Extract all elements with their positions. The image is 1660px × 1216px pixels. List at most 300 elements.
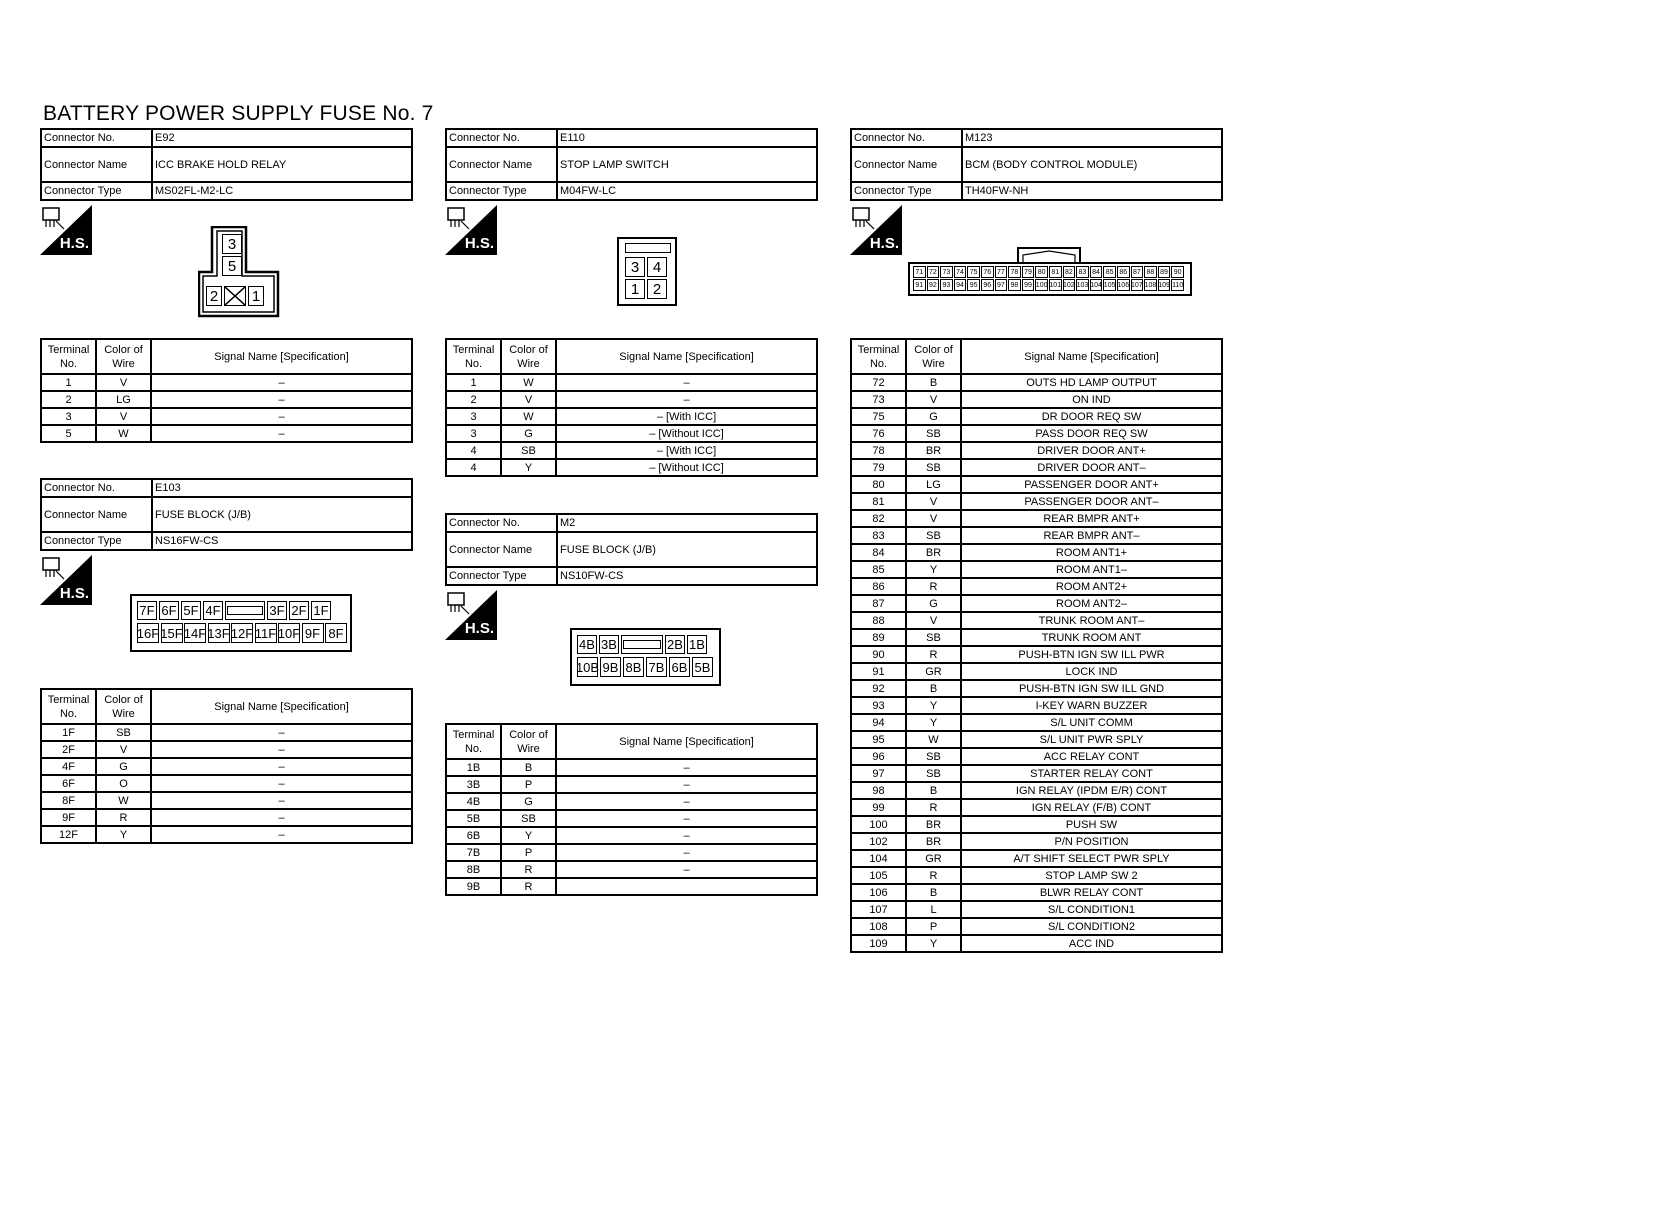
terminal-pin: 79 <box>1022 266 1035 278</box>
connector-name-label: Connector Name <box>41 147 152 182</box>
terminal-no-cell: 80 <box>851 476 906 493</box>
table-row <box>851 816 1222 833</box>
connector-block <box>40 478 413 551</box>
terminal-pin: 1 <box>248 286 264 306</box>
terminal-pin: 88 <box>1144 266 1157 278</box>
wire-color-cell: SB <box>906 748 961 765</box>
signal-name-cell: PUSH SW <box>961 816 1222 833</box>
wire-color-cell: BR <box>906 833 961 850</box>
signal-name-cell: – <box>556 844 817 861</box>
table-row <box>41 425 412 442</box>
terminal-no-cell: 1F <box>41 724 96 741</box>
wire-color-cell: B <box>906 782 961 799</box>
terminal-pin: 86 <box>1117 266 1130 278</box>
terminal-no-header: Terminal No. <box>446 339 501 374</box>
terminal-pin: 105 <box>1103 279 1116 291</box>
latch <box>1017 247 1081 264</box>
terminal-pin: 98 <box>1008 279 1021 291</box>
terminal-no-cell: 2 <box>446 391 501 408</box>
table-row <box>41 374 412 391</box>
terminal-pin: 103 <box>1076 279 1089 291</box>
terminal-no-cell: 106 <box>851 884 906 901</box>
terminal-no-cell: 83 <box>851 527 906 544</box>
terminal-no-cell: 4F <box>41 758 96 775</box>
signal-name-cell: S/L CONDITION2 <box>961 918 1222 935</box>
terminal-pin: 12F <box>231 623 253 643</box>
signal-name-cell: ROOM ANT2– <box>961 595 1222 612</box>
terminal-block <box>445 723 818 896</box>
table-row <box>851 765 1222 782</box>
signal-name-cell: – <box>556 827 817 844</box>
terminal-pin: 7B <box>646 657 667 677</box>
terminal-pin <box>225 601 265 620</box>
wire-color-cell: B <box>906 680 961 697</box>
signal-name-cell: – <box>556 391 817 408</box>
terminal-pin: 9F <box>302 623 324 643</box>
connector-no-label: Connector No. <box>41 129 152 147</box>
terminal-table <box>850 338 1223 953</box>
connector-info-table <box>40 128 413 201</box>
terminal-pin: 75 <box>967 266 980 278</box>
connector-face-m123 <box>908 262 1192 296</box>
terminal-pin: 3B <box>599 635 619 654</box>
signal-name-cell: – <box>556 776 817 793</box>
hs-label: H.S. <box>59 235 89 252</box>
wire-color-cell: Y <box>906 935 961 952</box>
terminal-no-cell: 97 <box>851 765 906 782</box>
connector-type-label: Connector Type <box>446 567 557 585</box>
wire-color-cell: SB <box>906 425 961 442</box>
table-row <box>851 493 1222 510</box>
signal-name-cell: ACC IND <box>961 935 1222 952</box>
wire-color-cell: LG <box>906 476 961 493</box>
terminal-no-cell: 6B <box>446 827 501 844</box>
signal-name-cell: TRUNK ROOM ANT <box>961 629 1222 646</box>
signal-name-cell: PUSH-BTN IGN SW ILL GND <box>961 680 1222 697</box>
color-of-wire-header: Color of Wire <box>96 339 151 374</box>
terminal-pin: 6B <box>669 657 690 677</box>
terminal-pin: 16F <box>137 623 159 643</box>
terminal-no-cell: 75 <box>851 408 906 425</box>
terminal-block <box>445 338 818 477</box>
terminal-no-header: Terminal No. <box>41 689 96 724</box>
terminal-pin: 93 <box>940 279 953 291</box>
connector-block <box>445 513 818 586</box>
latch <box>625 243 671 253</box>
table-row <box>446 408 817 425</box>
table-row <box>41 741 412 758</box>
signal-name-header: Signal Name [Specification] <box>151 689 412 724</box>
signal-name-cell: – <box>556 759 817 776</box>
color-of-wire-header: Color of Wire <box>501 724 556 759</box>
terminal-no-cell: 6F <box>41 775 96 792</box>
signal-name-cell: PASSENGER DOOR ANT– <box>961 493 1222 510</box>
terminal-no-cell: 86 <box>851 578 906 595</box>
terminal-no-header: Terminal No. <box>41 339 96 374</box>
table-row <box>446 793 817 810</box>
table-row <box>41 792 412 809</box>
wire-color-cell: V <box>906 612 961 629</box>
wire-color-cell: P <box>501 844 556 861</box>
terminal-pin: 3 <box>222 234 242 254</box>
terminal-pin: 104 <box>1090 279 1103 291</box>
terminal-table <box>445 723 818 896</box>
table-row <box>851 799 1222 816</box>
wire-color-cell: Y <box>96 826 151 843</box>
connector-type-value: M04FW-LC <box>557 182 817 200</box>
signal-name-cell: – <box>556 374 817 391</box>
terminal-no-cell: 105 <box>851 867 906 884</box>
wire-color-cell: SB <box>501 810 556 827</box>
terminal-no-cell: 88 <box>851 612 906 629</box>
signal-name-cell: STARTER RELAY CONT <box>961 765 1222 782</box>
terminal-pin: 2 <box>206 286 222 306</box>
terminal-no-cell: 82 <box>851 510 906 527</box>
connector-name-label: Connector Name <box>41 497 152 532</box>
connector-no-label: Connector No. <box>41 479 152 497</box>
table-row <box>851 680 1222 697</box>
signal-name-cell: – <box>151 758 412 775</box>
terminal-no-header: Terminal No. <box>446 724 501 759</box>
terminal-pin: 95 <box>967 279 980 291</box>
terminal-block <box>40 688 413 844</box>
terminal-no-cell: 72 <box>851 374 906 391</box>
terminal-pin <box>621 635 663 654</box>
table-row <box>446 844 817 861</box>
terminal-pin: 109 <box>1158 279 1171 291</box>
signal-name-cell: – <box>151 425 412 442</box>
terminal-pin: 77 <box>995 266 1008 278</box>
table-row <box>446 878 817 895</box>
connector-name-label: Connector Name <box>851 147 962 182</box>
terminal-no-cell: 104 <box>851 850 906 867</box>
terminal-no-cell: 98 <box>851 782 906 799</box>
signal-name-cell: – <box>151 826 412 843</box>
terminal-no-cell: 8B <box>446 861 501 878</box>
terminal-pin: 5 <box>222 256 242 276</box>
signal-name-cell: – <box>556 861 817 878</box>
hs-label: H.S. <box>464 235 494 252</box>
wire-color-cell: SB <box>906 629 961 646</box>
harness-side-icon <box>850 205 902 255</box>
terminal-block <box>40 338 413 443</box>
wire-color-cell: BR <box>906 544 961 561</box>
connector-no-value: M2 <box>557 514 817 532</box>
signal-name-cell: STOP LAMP SW 2 <box>961 867 1222 884</box>
terminal-pin: 2F <box>289 601 309 620</box>
table-row <box>446 827 817 844</box>
signal-name-cell: – <box>556 793 817 810</box>
wire-color-cell: R <box>906 646 961 663</box>
wire-color-cell: V <box>501 391 556 408</box>
terminal-no-cell: 102 <box>851 833 906 850</box>
table-row <box>41 408 412 425</box>
signal-name-cell: – [Without ICC] <box>556 425 817 442</box>
terminal-no-cell: 8F <box>41 792 96 809</box>
connector-type-label: Connector Type <box>851 182 962 200</box>
hs-label: H.S. <box>869 235 899 252</box>
table-row <box>851 833 1222 850</box>
table-row <box>851 697 1222 714</box>
connector-name-value: ICC BRAKE HOLD RELAY <box>152 147 412 182</box>
terminal-no-cell: 2 <box>41 391 96 408</box>
terminal-no-cell: 99 <box>851 799 906 816</box>
connector-name-value: FUSE BLOCK (J/B) <box>557 532 817 567</box>
terminal-pin: 4B <box>577 635 597 654</box>
terminal-no-cell: 2F <box>41 741 96 758</box>
terminal-pin: 3 <box>625 257 645 277</box>
signal-name-cell: – <box>151 792 412 809</box>
connector-info-table <box>445 128 818 201</box>
terminal-pin: 5B <box>692 657 713 677</box>
table-row <box>41 391 412 408</box>
connector-type-value: MS02FL-M2-LC <box>152 182 412 200</box>
signal-name-cell: – <box>151 391 412 408</box>
table-row <box>851 918 1222 935</box>
table-row <box>851 374 1222 391</box>
terminal-no-cell: 108 <box>851 918 906 935</box>
terminal-no-cell: 109 <box>851 935 906 952</box>
connector-no-value: E103 <box>152 479 412 497</box>
wire-color-cell: SB <box>906 765 961 782</box>
page-title: BATTERY POWER SUPPLY FUSE No. 7 <box>43 102 434 125</box>
terminal-no-cell: 73 <box>851 391 906 408</box>
table-row <box>446 374 817 391</box>
wire-color-cell: BR <box>906 442 961 459</box>
terminal-pin: 84 <box>1090 266 1103 278</box>
signal-name-header: Signal Name [Specification] <box>151 339 412 374</box>
wire-color-cell: B <box>906 374 961 391</box>
signal-name-cell: – [With ICC] <box>556 442 817 459</box>
connector-info-table <box>445 513 818 586</box>
wire-color-cell: W <box>501 374 556 391</box>
terminal-no-cell: 81 <box>851 493 906 510</box>
terminal-pin: 92 <box>927 279 940 291</box>
connector-block <box>40 128 413 201</box>
signal-name-cell: DR DOOR REQ SW <box>961 408 1222 425</box>
terminal-no-cell: 4 <box>446 459 501 476</box>
signal-name-cell: IGN RELAY (IPDM E/R) CONT <box>961 782 1222 799</box>
wire-color-cell: G <box>501 425 556 442</box>
table-row <box>851 901 1222 918</box>
terminal-no-cell: 3 <box>41 408 96 425</box>
wire-color-cell: BR <box>906 816 961 833</box>
terminal-pin: 8F <box>325 623 347 643</box>
blank-pin <box>224 286 246 306</box>
wire-color-cell: GR <box>906 850 961 867</box>
table-row <box>851 629 1222 646</box>
terminal-pin: 71 <box>913 266 926 278</box>
table-row <box>446 391 817 408</box>
terminal-no-cell: 79 <box>851 459 906 476</box>
signal-name-cell: – [With ICC] <box>556 408 817 425</box>
terminal-no-cell: 3 <box>446 408 501 425</box>
terminal-no-cell: 93 <box>851 697 906 714</box>
terminal-pin: 83 <box>1076 266 1089 278</box>
terminal-pin: 100 <box>1035 279 1048 291</box>
wire-color-cell: V <box>906 510 961 527</box>
wire-color-cell: V <box>906 493 961 510</box>
signal-name-cell: – <box>151 809 412 826</box>
connector-no-value: E110 <box>557 129 817 147</box>
terminal-pin: 96 <box>981 279 994 291</box>
terminal-pin: 76 <box>981 266 994 278</box>
wire-color-cell: SB <box>96 724 151 741</box>
table-row <box>851 782 1222 799</box>
wire-color-cell: Y <box>501 827 556 844</box>
signal-name-cell: ROOM ANT1+ <box>961 544 1222 561</box>
connector-no-label: Connector No. <box>446 129 557 147</box>
table-row <box>41 809 412 826</box>
table-row <box>851 578 1222 595</box>
table-row <box>851 612 1222 629</box>
table-row <box>446 459 817 476</box>
connector-info-table <box>40 478 413 551</box>
table-row <box>851 884 1222 901</box>
table-row <box>851 391 1222 408</box>
terminal-no-cell: 95 <box>851 731 906 748</box>
terminal-pin: 89 <box>1158 266 1171 278</box>
terminal-pin: 94 <box>954 279 967 291</box>
color-of-wire-header: Color of Wire <box>96 689 151 724</box>
terminal-block <box>850 338 1223 953</box>
terminal-pin: 74 <box>954 266 967 278</box>
wire-color-cell: V <box>906 391 961 408</box>
terminal-pin: 10F <box>278 623 300 643</box>
wire-color-cell: SB <box>906 459 961 476</box>
terminal-pin: 11F <box>255 623 277 643</box>
terminal-no-header: Terminal No. <box>851 339 906 374</box>
terminal-no-cell: 85 <box>851 561 906 578</box>
terminal-pin: 102 <box>1063 279 1076 291</box>
terminal-pin: 80 <box>1035 266 1048 278</box>
table-row <box>446 425 817 442</box>
terminal-no-cell: 78 <box>851 442 906 459</box>
signal-name-cell: IGN RELAY (F/B) CONT <box>961 799 1222 816</box>
wire-color-cell: G <box>96 758 151 775</box>
terminal-pin: 6F <box>159 601 179 620</box>
connector-type-label: Connector Type <box>446 182 557 200</box>
connector-type-value: NS10FW-CS <box>557 567 817 585</box>
terminal-pin: 15F <box>161 623 183 643</box>
wire-color-cell: GR <box>906 663 961 680</box>
connector-no-value: M123 <box>962 129 1222 147</box>
signal-name-cell: LOCK IND <box>961 663 1222 680</box>
connector-name-label: Connector Name <box>446 147 557 182</box>
terminal-no-cell: 96 <box>851 748 906 765</box>
terminal-pin: 72 <box>927 266 940 278</box>
connector-no-label: Connector No. <box>446 514 557 532</box>
terminal-pin: 3F <box>267 601 287 620</box>
terminal-no-cell: 100 <box>851 816 906 833</box>
wire-color-cell: LG <box>96 391 151 408</box>
wire-color-cell: R <box>96 809 151 826</box>
table-row <box>851 748 1222 765</box>
table-row <box>446 776 817 793</box>
wire-color-cell: R <box>501 878 556 895</box>
signal-name-cell: DRIVER DOOR ANT+ <box>961 442 1222 459</box>
terminal-pin: 82 <box>1063 266 1076 278</box>
wire-color-cell: W <box>96 425 151 442</box>
signal-name-cell: ROOM ANT2+ <box>961 578 1222 595</box>
connector-name-value: STOP LAMP SWITCH <box>557 147 817 182</box>
connector-name-value: BCM (BODY CONTROL MODULE) <box>962 147 1222 182</box>
signal-name-cell: S/L CONDITION1 <box>961 901 1222 918</box>
signal-name-cell: PASS DOOR REQ SW <box>961 425 1222 442</box>
table-row <box>851 731 1222 748</box>
wire-color-cell: Y <box>906 561 961 578</box>
table-row <box>851 442 1222 459</box>
color-of-wire-header: Color of Wire <box>906 339 961 374</box>
signal-name-cell: ACC RELAY CONT <box>961 748 1222 765</box>
wire-color-cell: G <box>906 595 961 612</box>
terminal-pin: 14F <box>184 623 206 643</box>
terminal-no-cell: 1 <box>446 374 501 391</box>
connector-block <box>445 128 818 201</box>
table-row <box>851 408 1222 425</box>
connector-type-label: Connector Type <box>41 182 152 200</box>
signal-name-cell: ROOM ANT1– <box>961 561 1222 578</box>
wire-color-cell: B <box>906 884 961 901</box>
terminal-pin: 1B <box>687 635 707 654</box>
signal-name-cell: S/L UNIT PWR SPLY <box>961 731 1222 748</box>
table-row <box>851 663 1222 680</box>
terminal-no-cell: 7B <box>446 844 501 861</box>
connector-type-label: Connector Type <box>41 532 152 550</box>
signal-name-cell: REAR BMPR ANT– <box>961 527 1222 544</box>
terminal-pin: 13F <box>208 623 230 643</box>
table-row <box>851 544 1222 561</box>
signal-name-cell <box>556 878 817 895</box>
wire-color-cell: W <box>906 731 961 748</box>
wire-color-cell: V <box>96 741 151 758</box>
harness-side-icon <box>445 590 497 640</box>
terminal-pin: 78 <box>1008 266 1021 278</box>
terminal-pin: 4 <box>647 257 667 277</box>
terminal-no-cell: 92 <box>851 680 906 697</box>
terminal-no-cell: 1 <box>41 374 96 391</box>
terminal-no-cell: 84 <box>851 544 906 561</box>
wire-color-cell: R <box>906 867 961 884</box>
connector-face-e103 <box>130 594 352 652</box>
signal-name-cell: OUTS HD LAMP OUTPUT <box>961 374 1222 391</box>
connector-type-value: TH40FW-NH <box>962 182 1222 200</box>
signal-name-cell: I-KEY WARN BUZZER <box>961 697 1222 714</box>
terminal-pin: 101 <box>1049 279 1062 291</box>
terminal-table <box>40 338 413 443</box>
terminal-no-cell: 4B <box>446 793 501 810</box>
signal-name-header: Signal Name [Specification] <box>556 339 817 374</box>
wire-color-cell: P <box>906 918 961 935</box>
terminal-pin: 110 <box>1171 279 1184 291</box>
connector-name-value: FUSE BLOCK (J/B) <box>152 497 412 532</box>
table-row <box>851 527 1222 544</box>
terminal-pin: 8B <box>623 657 644 677</box>
signal-name-cell: BLWR RELAY CONT <box>961 884 1222 901</box>
terminal-pin: 73 <box>940 266 953 278</box>
connector-type-value: NS16FW-CS <box>152 532 412 550</box>
terminal-no-cell: 94 <box>851 714 906 731</box>
wire-color-cell: R <box>501 861 556 878</box>
wire-color-cell: B <box>501 759 556 776</box>
terminal-pin: 5F <box>181 601 201 620</box>
terminal-no-cell: 1B <box>446 759 501 776</box>
terminal-no-cell: 5 <box>41 425 96 442</box>
terminal-pin: 91 <box>913 279 926 291</box>
signal-name-cell: – [Without ICC] <box>556 459 817 476</box>
terminal-no-cell: 76 <box>851 425 906 442</box>
wire-color-cell: V <box>96 374 151 391</box>
